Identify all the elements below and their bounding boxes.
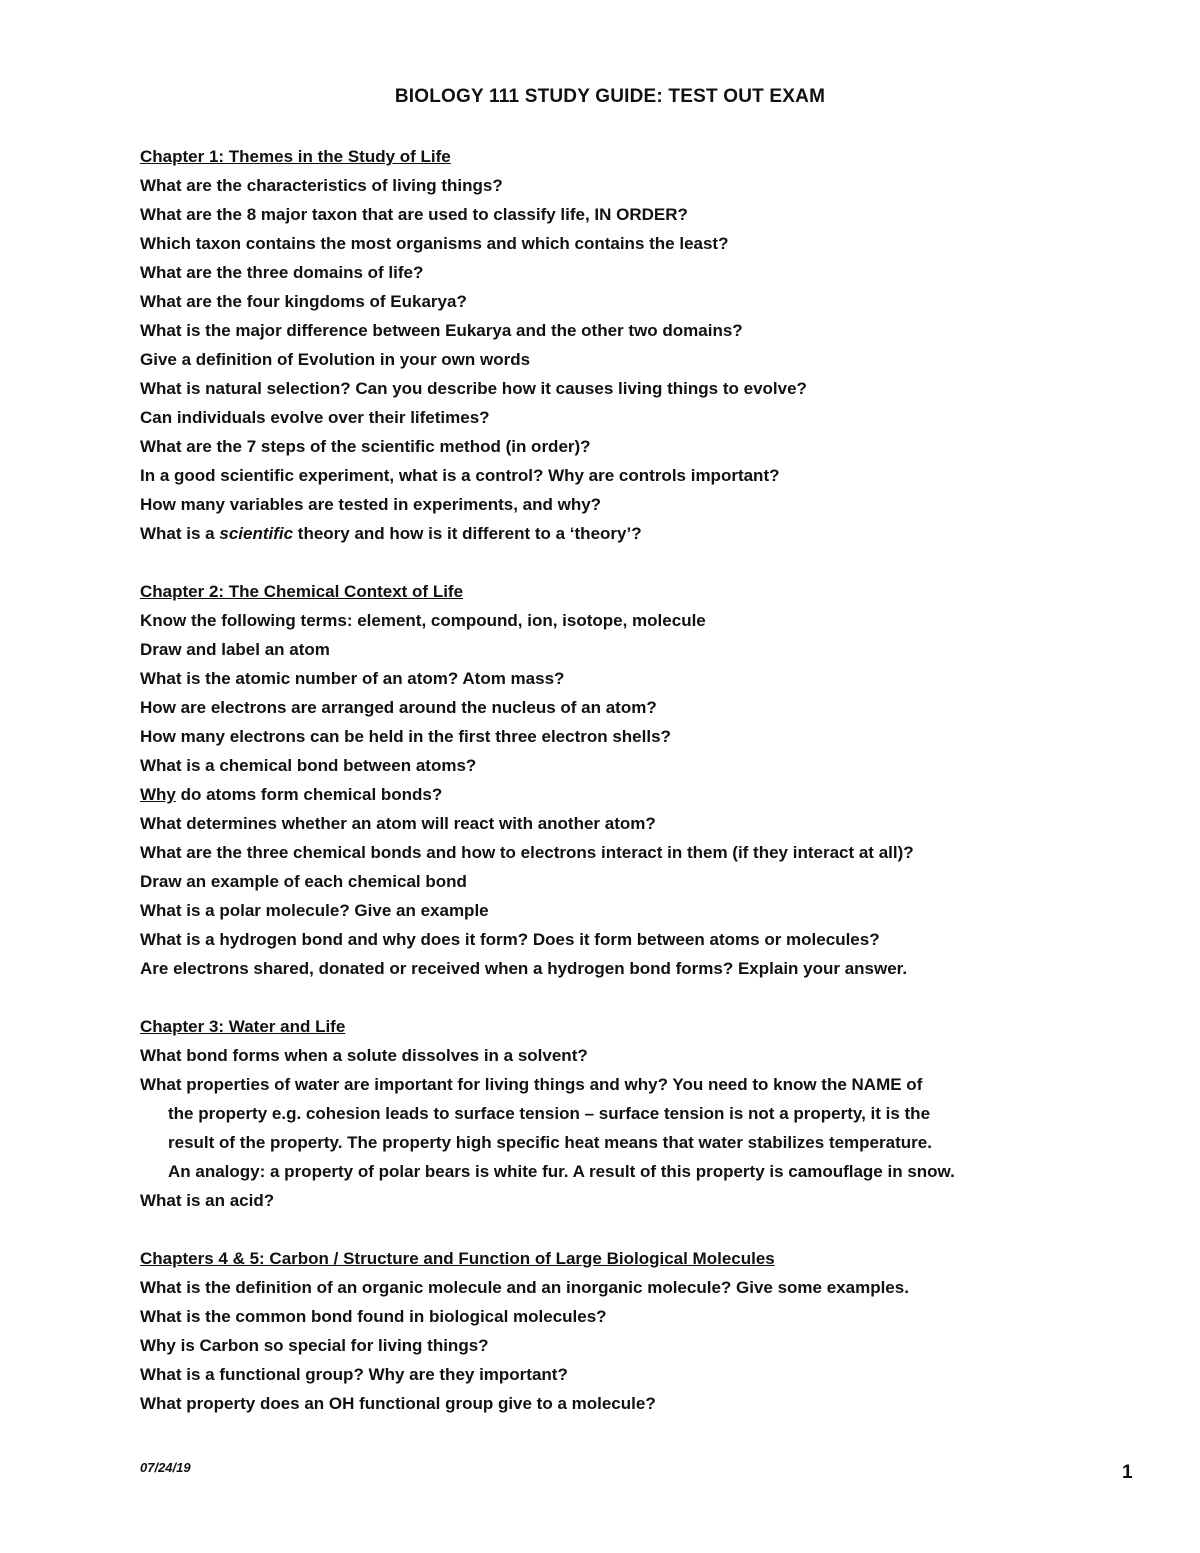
question-line: What is the common bond found in biological molecules?	[140, 1307, 607, 1326]
question-line: What bond forms when a solute dissolves in a solvent?	[140, 1046, 588, 1065]
question-line: What is a scientific theory and how is it different to a ‘theory’?	[140, 524, 642, 543]
section	[140, 577, 1140, 983]
section	[140, 1012, 1140, 1215]
question-line: Know the following terms: element, compound, ion, isotope, molecule	[140, 611, 706, 630]
question-line: In a good scientific experiment, what is a control? Why are controls important?	[140, 466, 780, 485]
question-line: Draw and label an atom	[140, 640, 330, 659]
question-line: What are the four kingdoms of Eukarya?	[140, 292, 467, 311]
question-line: How are electrons are arranged around the nucleus of an atom?	[140, 698, 657, 717]
question-line: Which taxon contains the most organisms and which contains the least?	[140, 234, 729, 253]
question-line: What is an acid?	[140, 1191, 275, 1210]
question-line: How many variables are tested in experiments, and why?	[140, 495, 602, 514]
question-line: What is a chemical bond between atoms?	[140, 756, 477, 775]
question-line: What is a hydrogen bond and why does it form? Does it form between atoms or molecules?	[140, 930, 880, 949]
question-line: Can individuals evolve over their lifetimes?	[140, 408, 490, 427]
question-line: Why do atoms form chemical bonds?	[140, 785, 443, 804]
question-line: What is the definition of an organic molecule and an inorganic molecule? Give some examples.	[140, 1278, 909, 1297]
sections-container	[140, 142, 1140, 1418]
section-heading: Chapters 4 & 5: Carbon / Structure and Function of Large Biological Molecules	[140, 1249, 775, 1268]
section-heading: Chapter 2: The Chemical Context of Life	[140, 582, 464, 601]
question-line: What is the major difference between Eukarya and the other two domains?	[140, 321, 743, 340]
question-line: Give a definition of Evolution in your own words	[140, 350, 531, 369]
page-title: BIOLOGY 111 STUDY GUIDE: TEST OUT EXAM	[394, 86, 826, 107]
question-line: result of the property. The property high specific heat means that water stabilizes temperature.	[168, 1133, 932, 1152]
page-number: 1	[1122, 1462, 1133, 1483]
question-line: What properties of water are important for living things and why? You need to know the NAME of	[140, 1075, 923, 1094]
question-line: What are the 7 steps of the scientific method (in order)?	[140, 437, 591, 456]
question-line: What determines whether an atom will react with another atom?	[140, 814, 656, 833]
section-heading: Chapter 1: Themes in the Study of Life	[140, 147, 451, 166]
question-line: An analogy: a property of polar bears is white fur. A result of this property is camouflage in snow.	[168, 1162, 955, 1181]
document-content	[140, 84, 1140, 1447]
question-line: What are the characteristics of living things?	[140, 176, 503, 195]
question-line: Draw an example of each chemical bond	[140, 872, 467, 891]
question-line: What is natural selection? Can you describe how it causes living things to evolve?	[140, 379, 807, 398]
section	[140, 142, 1140, 548]
question-line: What are the three chemical bonds and how to electrons interact in them (if they interact at all)?	[140, 843, 914, 862]
question-line: What is a functional group? Why are they important?	[140, 1365, 568, 1384]
footer-date: 07/24/19	[140, 1460, 191, 1475]
section	[140, 1244, 1140, 1418]
question-line: Are electrons shared, donated or received when a hydrogen bond forms? Explain your answer.	[140, 959, 908, 978]
question-line: What is the atomic number of an atom? Atom mass?	[140, 669, 565, 688]
question-line: What is a polar molecule? Give an example	[140, 901, 489, 920]
question-line: Why is Carbon so special for living things?	[140, 1336, 489, 1355]
question-line: What are the three domains of life?	[140, 263, 424, 282]
question-line: How many electrons can be held in the first three electron shells?	[140, 727, 671, 746]
question-line: the property e.g. cohesion leads to surface tension – surface tension is not a property, it is the	[168, 1104, 931, 1123]
question-line: What property does an OH functional group give to a molecule?	[140, 1394, 656, 1413]
section-heading: Chapter 3: Water and Life	[140, 1017, 346, 1036]
question-line: What are the 8 major taxon that are used to classify life, IN ORDER?	[140, 205, 688, 224]
